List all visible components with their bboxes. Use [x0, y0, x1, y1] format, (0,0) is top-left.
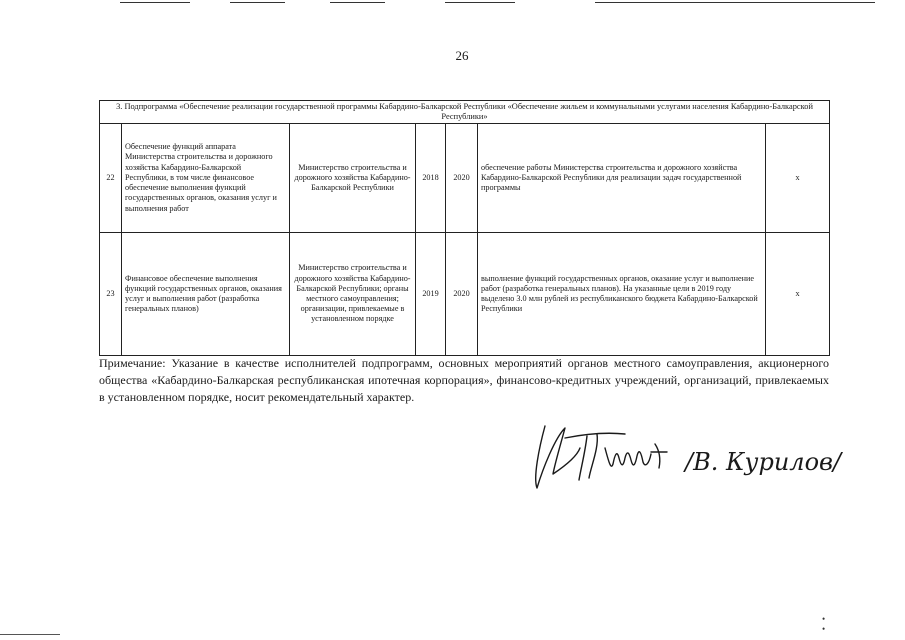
program-table — [99, 100, 830, 356]
indicator-mark: х — [766, 233, 830, 356]
subprogram-header: 3. Подпрограмма «Обеспечение реализации государственной программы Кабардино-Балкарской Республики «Обеспечение жильем и коммунальными услугами населения Кабардино-Балкарской Республики» — [100, 101, 830, 124]
top-rule — [120, 2, 190, 3]
signature-text: /В. Курилов/ — [685, 448, 842, 476]
footer-marks: • • — [822, 614, 856, 634]
activity-name: Обеспечение функций аппарата Министерства строительства и дорожного хозяйства Кабардино-Балкарской Республики, в том числе финансовое обеспечение выполнения функций государственных органов, оказания услуг и выполнения работ — [122, 124, 290, 233]
activity-name: Финансовое обеспечение выполнения функций государственных органов, оказания услуг и выполнения работ (разработка генеральных планов) — [122, 233, 290, 356]
signature — [525, 408, 845, 498]
executor: Министерство строительства и дорожного хозяйства Кабардино-Балкарской Республики — [290, 124, 416, 233]
executor: Министерство строительства и дорожного хозяйства Кабардино-Балкарской Республики; органы местного самоуправления; организации, привлекаемые в установленном порядке — [290, 233, 416, 356]
row-number: 22 — [100, 124, 122, 233]
start-year: 2018 — [416, 124, 446, 233]
footnote: Примечание: Указание в качестве исполнителей подпрограмм, основных мероприятий органов местного самоуправления, акционерного общества «Кабардино-Балкарская республиканская ипотечная корпорация», финансово-кредитных учреждений, организаций, привлекаемых в установленном порядке, носит рекомендательный характер. — [99, 356, 829, 404]
table-row — [100, 233, 830, 356]
expected-result: обеспечение работы Министерства строительства и дорожного хозяйства Кабардино-Балкарской Республики для реализации задач государственной программы — [478, 124, 766, 233]
start-year: 2019 — [416, 233, 446, 356]
corner-rule — [0, 634, 60, 635]
top-rule — [230, 2, 285, 3]
top-rule — [445, 2, 515, 3]
top-rule — [595, 2, 875, 3]
end-year: 2020 — [446, 233, 478, 356]
indicator-mark: х — [766, 124, 830, 233]
top-rule — [330, 2, 385, 3]
page-number: 26 — [455, 48, 469, 63]
expected-result: выполнение функций государственных органов, оказание услуг и выполнение работ (разработка генеральных планов). На указанные цели в 2019 году выделено 3.0 млн рублей из республиканского бюджета Кабардино-Балкарской Республики — [478, 233, 766, 356]
row-number: 23 — [100, 233, 122, 356]
table-row — [100, 124, 830, 233]
end-year: 2020 — [446, 124, 478, 233]
table-header-row — [100, 101, 830, 124]
